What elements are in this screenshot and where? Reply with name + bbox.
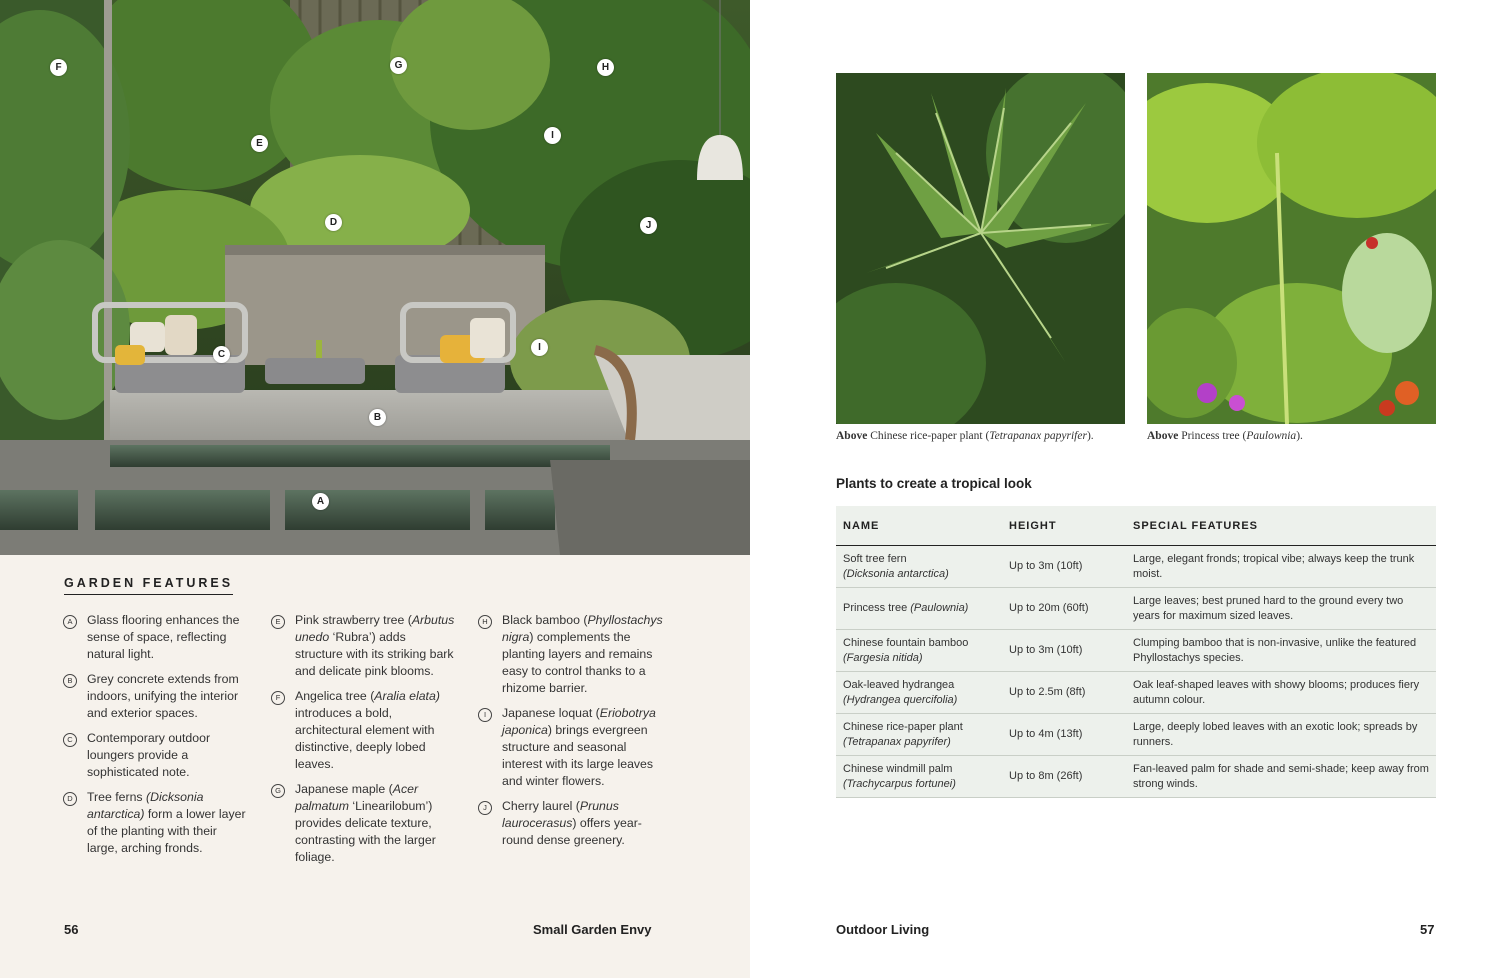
feature-letter: H xyxy=(478,615,492,629)
photo-marker-g: G xyxy=(390,57,407,74)
feature-h xyxy=(478,612,663,697)
cell-features: Large leaves; best pruned hard to the ground every two years for maximum sized leaves. xyxy=(1126,588,1436,630)
caption-lead: Above xyxy=(836,430,868,442)
caption-end: ). xyxy=(1296,430,1303,442)
caption-rice-paper-plant xyxy=(836,430,1094,442)
cell-name xyxy=(836,714,1002,756)
feature-latin: Phyllostachys nigra xyxy=(502,613,663,644)
header-height: HEIGHT xyxy=(1002,506,1126,546)
feature-latin: Acer palmatum xyxy=(295,782,419,813)
photo-marker-h: H xyxy=(597,59,614,76)
plant-latin: (Hydrangea quercifolia) xyxy=(843,693,958,706)
feature-text: introduces a bold, architectural element with distinctive, deeply lobed leaves. xyxy=(295,706,435,771)
table-title: Plants to create a tropical look xyxy=(836,476,1032,491)
cell-features: Large, deeply lobed leaves with an exotic look; spreads by runners. xyxy=(1126,714,1436,756)
feature-i xyxy=(478,705,663,790)
photo-marker-i2: I xyxy=(531,339,548,356)
feature-e xyxy=(271,612,456,680)
cell-name xyxy=(836,546,1002,588)
photo-marker-e: E xyxy=(251,135,268,152)
feature-latin: Aralia elata) xyxy=(374,689,440,703)
feature-text: Japanese loquat ( xyxy=(502,706,600,720)
feature-text: Japanese maple ( xyxy=(295,782,393,796)
feature-text: Tree ferns xyxy=(87,790,146,804)
feature-letter: A xyxy=(63,615,77,629)
feature-text: ‘Rubra’) adds structure with its striking bark and delicate pink blooms. xyxy=(295,630,454,678)
feature-f xyxy=(271,688,456,773)
feature-c xyxy=(63,730,248,781)
table-row xyxy=(836,588,1436,630)
garden-photo xyxy=(0,0,750,555)
feature-latin: Prunus laurocerasus xyxy=(502,799,619,830)
feature-latin: (Dicksonia antarctica) xyxy=(87,790,204,821)
cell-height: Up to 8m (26ft) xyxy=(1002,756,1126,798)
running-head-right: Outdoor Living xyxy=(836,922,930,937)
feature-letter: E xyxy=(271,615,285,629)
feature-text: Angelica tree ( xyxy=(295,689,375,703)
rice-paper-plant-photo xyxy=(836,73,1125,424)
table-row xyxy=(836,672,1436,714)
features-column-2 xyxy=(271,612,456,874)
plant-name: Chinese windmill palm xyxy=(843,763,953,775)
cell-height: Up to 3m (10ft) xyxy=(1002,630,1126,672)
plant-latin: (Paulownia) xyxy=(910,602,969,615)
feature-text: ‘Linearilobum’) provides delicate texture, contrasting with the larger foliage. xyxy=(295,799,436,864)
feature-latin: Arbutus unedo xyxy=(295,613,455,644)
header-name: NAME xyxy=(836,506,1002,546)
feature-letter: J xyxy=(478,801,492,815)
plant-latin: (Tetrapanax papyrifer) xyxy=(843,735,951,748)
page-number-right: 57 xyxy=(1420,922,1435,937)
feature-a xyxy=(63,612,248,663)
feature-text: Cherry laurel ( xyxy=(502,799,580,813)
caption-latin: Tetrapanax papyrifer xyxy=(989,430,1087,442)
plant-latin: (Trachycarpus fortunei) xyxy=(843,777,956,790)
table-header-row xyxy=(836,506,1436,546)
plant-latin: (Fargesia nitida) xyxy=(843,651,923,664)
caption-latin: Paulownia xyxy=(1246,430,1297,442)
caption-text: Chinese rice-paper plant ( xyxy=(867,430,990,442)
feature-letter: D xyxy=(63,792,77,806)
feature-letter: B xyxy=(63,674,77,688)
cell-height: Up to 4m (13ft) xyxy=(1002,714,1126,756)
cell-height: Up to 3m (10ft) xyxy=(1002,546,1126,588)
cell-height: Up to 2.5m (8ft) xyxy=(1002,672,1126,714)
feature-text: Glass flooring enhances the sense of space, reflecting natural light. xyxy=(87,613,240,661)
page-number-left: 56 xyxy=(64,922,79,937)
header-special-features: SPECIAL FEATURES xyxy=(1126,506,1436,546)
feature-letter: F xyxy=(271,691,285,705)
princess-tree-photo xyxy=(1147,73,1436,424)
features-column-3 xyxy=(478,612,663,857)
feature-b xyxy=(63,671,248,722)
cell-features: Large, elegant fronds; tropical vibe; always keep the trunk moist. xyxy=(1126,546,1436,588)
feature-text: Grey concrete extends from indoors, unifying the interior and exterior spaces. xyxy=(87,672,239,720)
feature-text: Contemporary outdoor loungers provide a sophisticated note. xyxy=(87,731,211,779)
caption-princess-tree xyxy=(1147,430,1303,442)
photo-marker-f: F xyxy=(50,59,67,76)
feature-letter: I xyxy=(478,708,492,722)
feature-letter: C xyxy=(63,733,77,747)
cell-name xyxy=(836,672,1002,714)
caption-end: ). xyxy=(1086,430,1094,442)
cell-height: Up to 20m (60ft) xyxy=(1002,588,1126,630)
table-row xyxy=(836,756,1436,798)
cell-name xyxy=(836,756,1002,798)
feature-text: form a lower layer of the planting with their large, arching fronds. xyxy=(87,807,246,855)
feature-latin: Eriobotrya japonica xyxy=(502,706,656,737)
plant-name: Princess tree xyxy=(843,602,908,615)
right-page xyxy=(750,0,1500,978)
photo-marker-b: B xyxy=(369,409,386,426)
feature-letter: G xyxy=(271,784,285,798)
plant-name: Oak-leaved hydrangea xyxy=(843,679,955,691)
caption-lead: Above xyxy=(1147,430,1179,442)
plant-name: Chinese rice-paper plant xyxy=(843,721,963,733)
caption-text: Princess tree ( xyxy=(1178,430,1247,442)
plant-name: Chinese fountain bamboo xyxy=(843,637,969,649)
photo-marker-j: J xyxy=(640,217,657,234)
feature-text: ) offers year-round dense greenery. xyxy=(502,816,642,847)
cell-features: Clumping bamboo that is non-invasive, unlike the featured Phyllostachys species. xyxy=(1126,630,1436,672)
running-head-left: Small Garden Envy xyxy=(533,922,652,937)
table-row xyxy=(836,546,1436,588)
cell-name xyxy=(836,630,1002,672)
feature-text: Pink strawberry tree ( xyxy=(295,613,412,627)
features-column-1 xyxy=(63,612,248,865)
feature-d xyxy=(63,789,248,857)
feature-text: ) complements the planting layers and remains easy to control thanks to a rhizome barrier. xyxy=(502,630,653,695)
table-row xyxy=(836,714,1436,756)
plant-name: Soft tree fern xyxy=(843,553,907,565)
cell-features: Oak leaf-shaped leaves with showy blooms; produces fiery autumn colour. xyxy=(1126,672,1436,714)
feature-g xyxy=(271,781,456,866)
photo-marker-c: C xyxy=(213,346,230,363)
cell-features: Fan-leaved palm for shade and semi-shade; keep away from strong winds. xyxy=(1126,756,1436,798)
plant-latin: (Dicksonia antarctica) xyxy=(843,567,949,580)
photo-marker-a: A xyxy=(312,493,329,510)
table-row xyxy=(836,630,1436,672)
cell-name xyxy=(836,588,1002,630)
photo-marker-d: D xyxy=(325,214,342,231)
garden-features-title: GARDEN FEATURES xyxy=(64,576,233,595)
feature-text: ) brings evergreen structure and seasonal interest with its large leaves and winter flowers. xyxy=(502,723,654,788)
feature-j xyxy=(478,798,663,849)
plants-table xyxy=(836,506,1436,798)
photo-marker-i: I xyxy=(544,127,561,144)
feature-text: Black bamboo ( xyxy=(502,613,588,627)
